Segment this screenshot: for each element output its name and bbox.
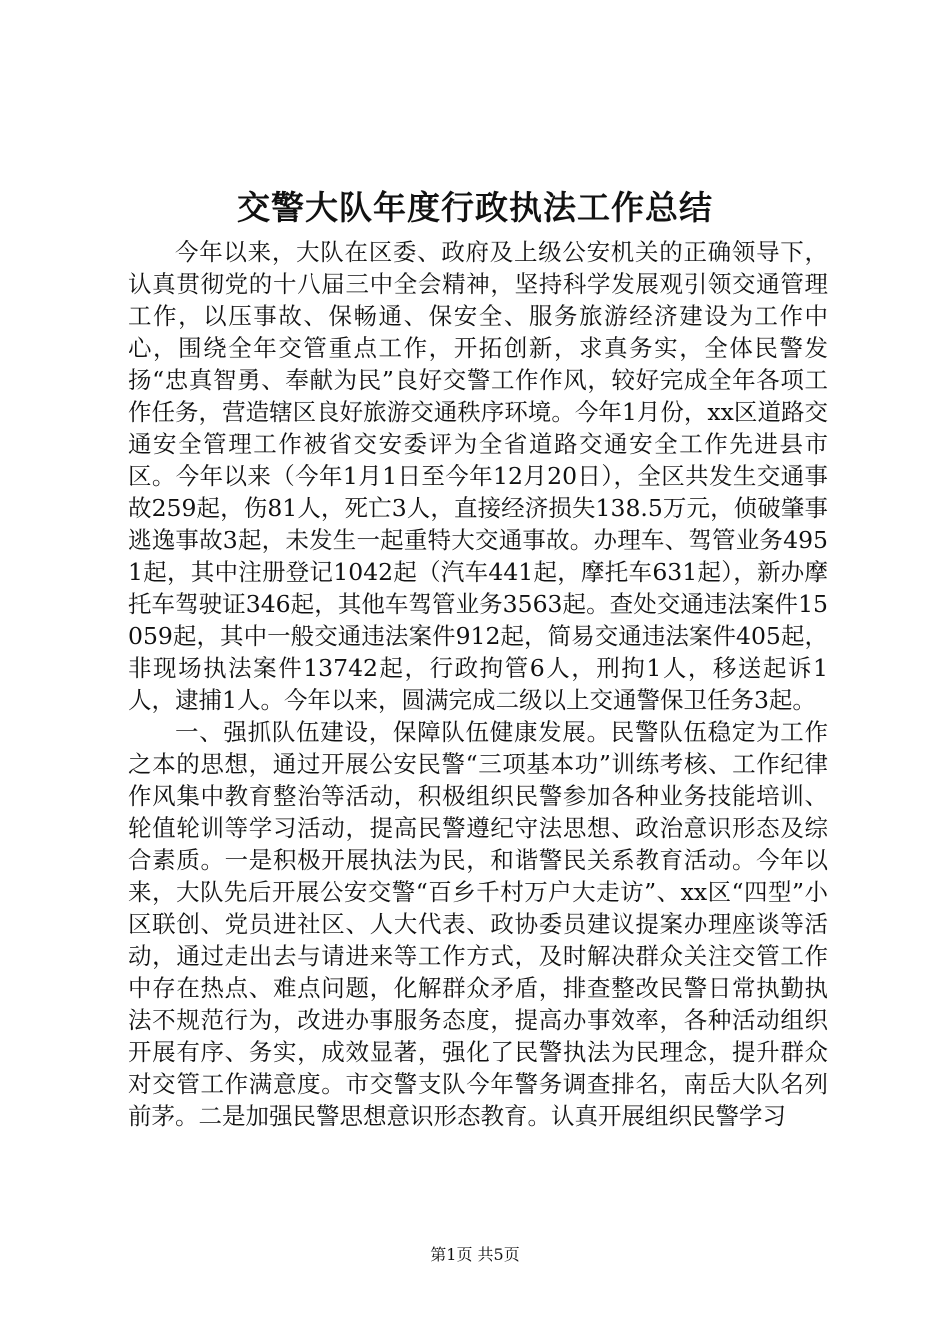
page-footer: 第1页 共5页 bbox=[430, 1245, 520, 1264]
document-title: 交警大队年度行政执法工作总结 bbox=[237, 188, 713, 227]
paragraph-intro: 今年以来，大队在区委、政府及上级公安机关的正确领导下，认真贯彻党的十八届三中全会精神，坚持科学发展观引领交通管理工作，以压事故、保畅通、保安全、服务旅游经济建设为工作中心，围绕全年交管重点工作，开拓创新，求真务实，全体民警发扬“忠真智勇、奉献为民”良好交警工作作风，较好完成全年各项工作任务，营造辖区良好旅游交通秩序环境。今年1月份，xx区道路交通安全管理工作被省交安委评为全省道路交通安全工作先进县市区。今年以来（今年1月1日至今年12月20日），全区共发生交通事故259起，伤81人，死亡3人，直接经济损失138.5万元，侦破肇事逃逸事故3起，未发生一起重特大交通事故。办理车、驾管业务4951起，其中注册登记1042起（汽车441起，摩托车631起），新办摩托车驾驶证346起，其他车驾管业务3563起。查处交通违法案件15059起，其中一般交通违法案件912起，简易交通违法案件405起，非现场执法案件13742起，行政拘管6人，刑拘1人，移送起诉1人，逮捕1人。今年以来，圆满完成二级以上交通警保卫任务3起。 bbox=[128, 238, 828, 714]
paragraph-team-building: 一、强抓队伍建设，保障队伍健康发展。民警队伍稳定为工作之本的思想，通过开展公安民警“三项基本功”训练考核、工作纪律作风集中教育整治等活动，积极组织民警参加各种业务技能培训、轮值轮训等学习活动，提高民警遵纪守法思想、政治意识形态及综合素质。一是积极开展执法为民，和谐警民关系教育活动。今年以来，大队先后开展公安交警“百乡千村万户大走访”、xx区“四型”小区联创、党员进社区、人大代表、政协委员建议提案办理座谈等活动，通过走出去与请进来等工作方式，及时解决群众关注交管工作中存在热点、难点问题，化解群众矛盾，排查整改民警日常执勤执法不规范行为，改进办事服务态度，提高办事效率，各种活动组织开展有序、务实，成效显著，强化了民警执法为民理念，提升群众对交管工作满意度。市交警支队今年警务调查排名，南岳大队名列前茅。二是加强民警思想意识形态教育。认真开展组织民警学习 bbox=[128, 718, 828, 1130]
document-body bbox=[128, 236, 828, 1132]
